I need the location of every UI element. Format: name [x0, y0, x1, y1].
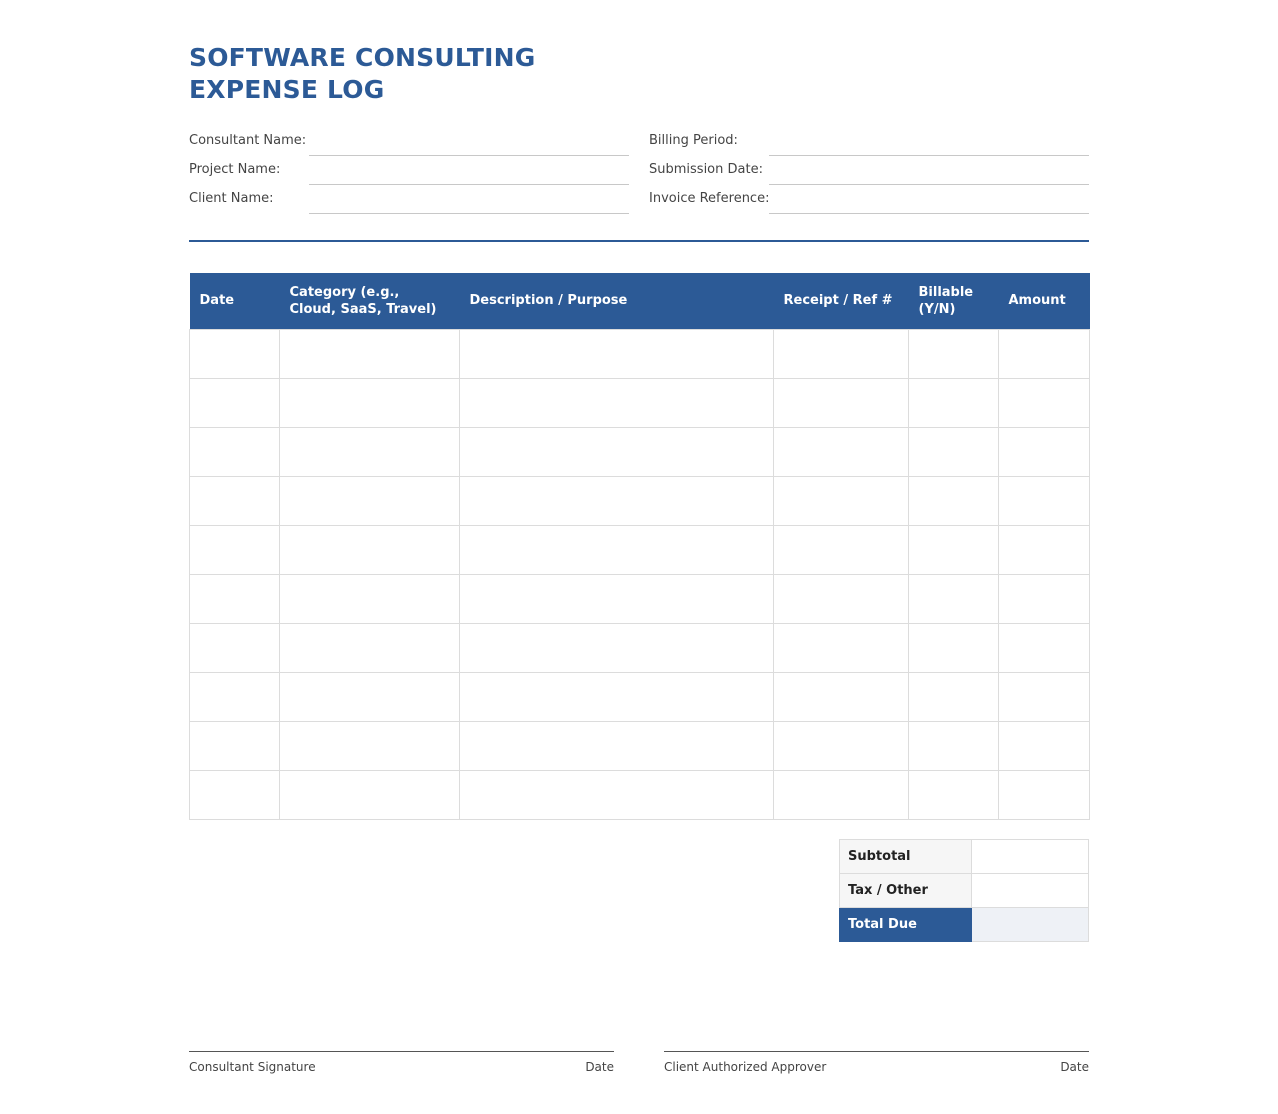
cell-date[interactable]: [190, 329, 280, 378]
col-header-description: Description / Purpose: [460, 273, 774, 329]
cell-category[interactable]: [280, 476, 460, 525]
client-name-field[interactable]: [189, 188, 629, 217]
cell-description[interactable]: [460, 672, 774, 721]
cell-amount[interactable]: [999, 623, 1090, 672]
cell-amount[interactable]: [999, 672, 1090, 721]
expense-table: [189, 273, 1090, 820]
cell-billable[interactable]: [909, 574, 999, 623]
client-name-input[interactable]: [309, 188, 629, 214]
cell-date[interactable]: [190, 574, 280, 623]
consultant-signature-line[interactable]: [189, 1051, 614, 1082]
cell-receipt[interactable]: [774, 623, 909, 672]
cell-amount[interactable]: [999, 574, 1090, 623]
invoice-reference-input[interactable]: [769, 188, 1089, 214]
tax-label: Tax / Other: [840, 874, 972, 908]
cell-description[interactable]: [460, 574, 774, 623]
client-signature-label: Client Authorized Approver: [664, 1060, 827, 1074]
page-title: SOFTWARE CONSULTING EXPENSE LOG: [189, 43, 536, 104]
cell-description[interactable]: [460, 378, 774, 427]
cell-receipt[interactable]: [774, 574, 909, 623]
submission-date-field[interactable]: [649, 159, 1089, 188]
cell-description[interactable]: [460, 329, 774, 378]
cell-date[interactable]: [190, 672, 280, 721]
cell-description[interactable]: [460, 427, 774, 476]
project-name-field[interactable]: [189, 159, 629, 188]
consultant-name-input[interactable]: [309, 130, 629, 156]
cell-description[interactable]: [460, 623, 774, 672]
cell-billable[interactable]: [909, 770, 999, 819]
consultant-date-label: Date: [585, 1060, 614, 1074]
cell-receipt[interactable]: [774, 378, 909, 427]
cell-amount[interactable]: [999, 721, 1090, 770]
subtotal-label: Subtotal: [840, 840, 972, 874]
col-header-billable: Billable (Y/N): [909, 273, 999, 329]
cell-category[interactable]: [280, 378, 460, 427]
cell-description[interactable]: [460, 770, 774, 819]
client-date-label: Date: [1060, 1060, 1089, 1074]
tax-row: [840, 874, 1089, 908]
cell-category[interactable]: [280, 427, 460, 476]
col-header-category: Category (e.g., Cloud, SaaS, Travel): [280, 273, 460, 329]
cell-amount[interactable]: [999, 378, 1090, 427]
section-divider: [189, 240, 1089, 242]
cell-date[interactable]: [190, 525, 280, 574]
cell-receipt[interactable]: [774, 721, 909, 770]
table-row: [190, 770, 1090, 819]
cell-billable[interactable]: [909, 329, 999, 378]
cell-billable[interactable]: [909, 378, 999, 427]
table-row: [190, 476, 1090, 525]
cell-category[interactable]: [280, 721, 460, 770]
cell-receipt[interactable]: [774, 476, 909, 525]
col-header-receipt: Receipt / Ref #: [774, 273, 909, 329]
cell-receipt[interactable]: [774, 329, 909, 378]
subtotal-value[interactable]: [972, 840, 1089, 874]
cell-category[interactable]: [280, 672, 460, 721]
submission-date-input[interactable]: [769, 159, 1089, 185]
submission-date-label: Submission Date:: [649, 162, 763, 177]
cell-receipt[interactable]: [774, 770, 909, 819]
subtotal-row: [840, 840, 1089, 874]
cell-category[interactable]: [280, 623, 460, 672]
cell-billable[interactable]: [909, 427, 999, 476]
cell-category[interactable]: [280, 525, 460, 574]
consultant-signature-label: Consultant Signature: [189, 1060, 316, 1074]
table-row: [190, 574, 1090, 623]
cell-date[interactable]: [190, 770, 280, 819]
consultant-name-label: Consultant Name:: [189, 133, 307, 148]
cell-receipt[interactable]: [774, 427, 909, 476]
cell-category[interactable]: [280, 770, 460, 819]
col-header-date: Date: [190, 273, 280, 329]
cell-description[interactable]: [460, 476, 774, 525]
table-row: [190, 623, 1090, 672]
table-row: [190, 525, 1090, 574]
invoice-reference-label: Invoice Reference:: [649, 191, 770, 206]
total-due-label: Total Due: [840, 908, 972, 942]
tax-value[interactable]: [972, 874, 1089, 908]
cell-date[interactable]: [190, 721, 280, 770]
cell-date[interactable]: [190, 378, 280, 427]
cell-receipt[interactable]: [774, 525, 909, 574]
total-due-row: [840, 908, 1089, 942]
table-row: [190, 721, 1090, 770]
consultant-name-field[interactable]: [189, 130, 629, 159]
table-row: [190, 672, 1090, 721]
cell-date[interactable]: [190, 476, 280, 525]
billing-period-input[interactable]: [769, 130, 1089, 156]
expense-log-page: [189, 0, 1089, 1114]
billing-period-field[interactable]: [649, 130, 1089, 159]
col-header-amount: Amount: [999, 273, 1090, 329]
total-due-value[interactable]: [972, 908, 1089, 942]
cell-receipt[interactable]: [774, 672, 909, 721]
cell-billable[interactable]: [909, 672, 999, 721]
cell-description[interactable]: [460, 721, 774, 770]
cell-amount[interactable]: [999, 476, 1090, 525]
billing-period-label: Billing Period:: [649, 133, 738, 148]
cell-amount[interactable]: [999, 329, 1090, 378]
cell-billable[interactable]: [909, 721, 999, 770]
client-signature-line[interactable]: [664, 1051, 1089, 1082]
invoice-reference-field[interactable]: [649, 188, 1089, 217]
table-header-row: [190, 273, 1090, 329]
cell-date[interactable]: [190, 623, 280, 672]
cell-billable[interactable]: [909, 623, 999, 672]
cell-billable[interactable]: [909, 525, 999, 574]
cell-date[interactable]: [190, 427, 280, 476]
table-row: [190, 329, 1090, 378]
table-row: [190, 427, 1090, 476]
cell-amount[interactable]: [999, 427, 1090, 476]
table-body: [190, 329, 1090, 819]
cell-category[interactable]: [280, 574, 460, 623]
cell-category[interactable]: [280, 329, 460, 378]
cell-amount[interactable]: [999, 770, 1090, 819]
project-name-input[interactable]: [309, 159, 629, 185]
cell-billable[interactable]: [909, 476, 999, 525]
table-row: [190, 378, 1090, 427]
client-name-label: Client Name:: [189, 191, 274, 206]
cell-amount[interactable]: [999, 525, 1090, 574]
project-name-label: Project Name:: [189, 162, 281, 177]
totals-table: [839, 839, 1089, 942]
cell-description[interactable]: [460, 525, 774, 574]
